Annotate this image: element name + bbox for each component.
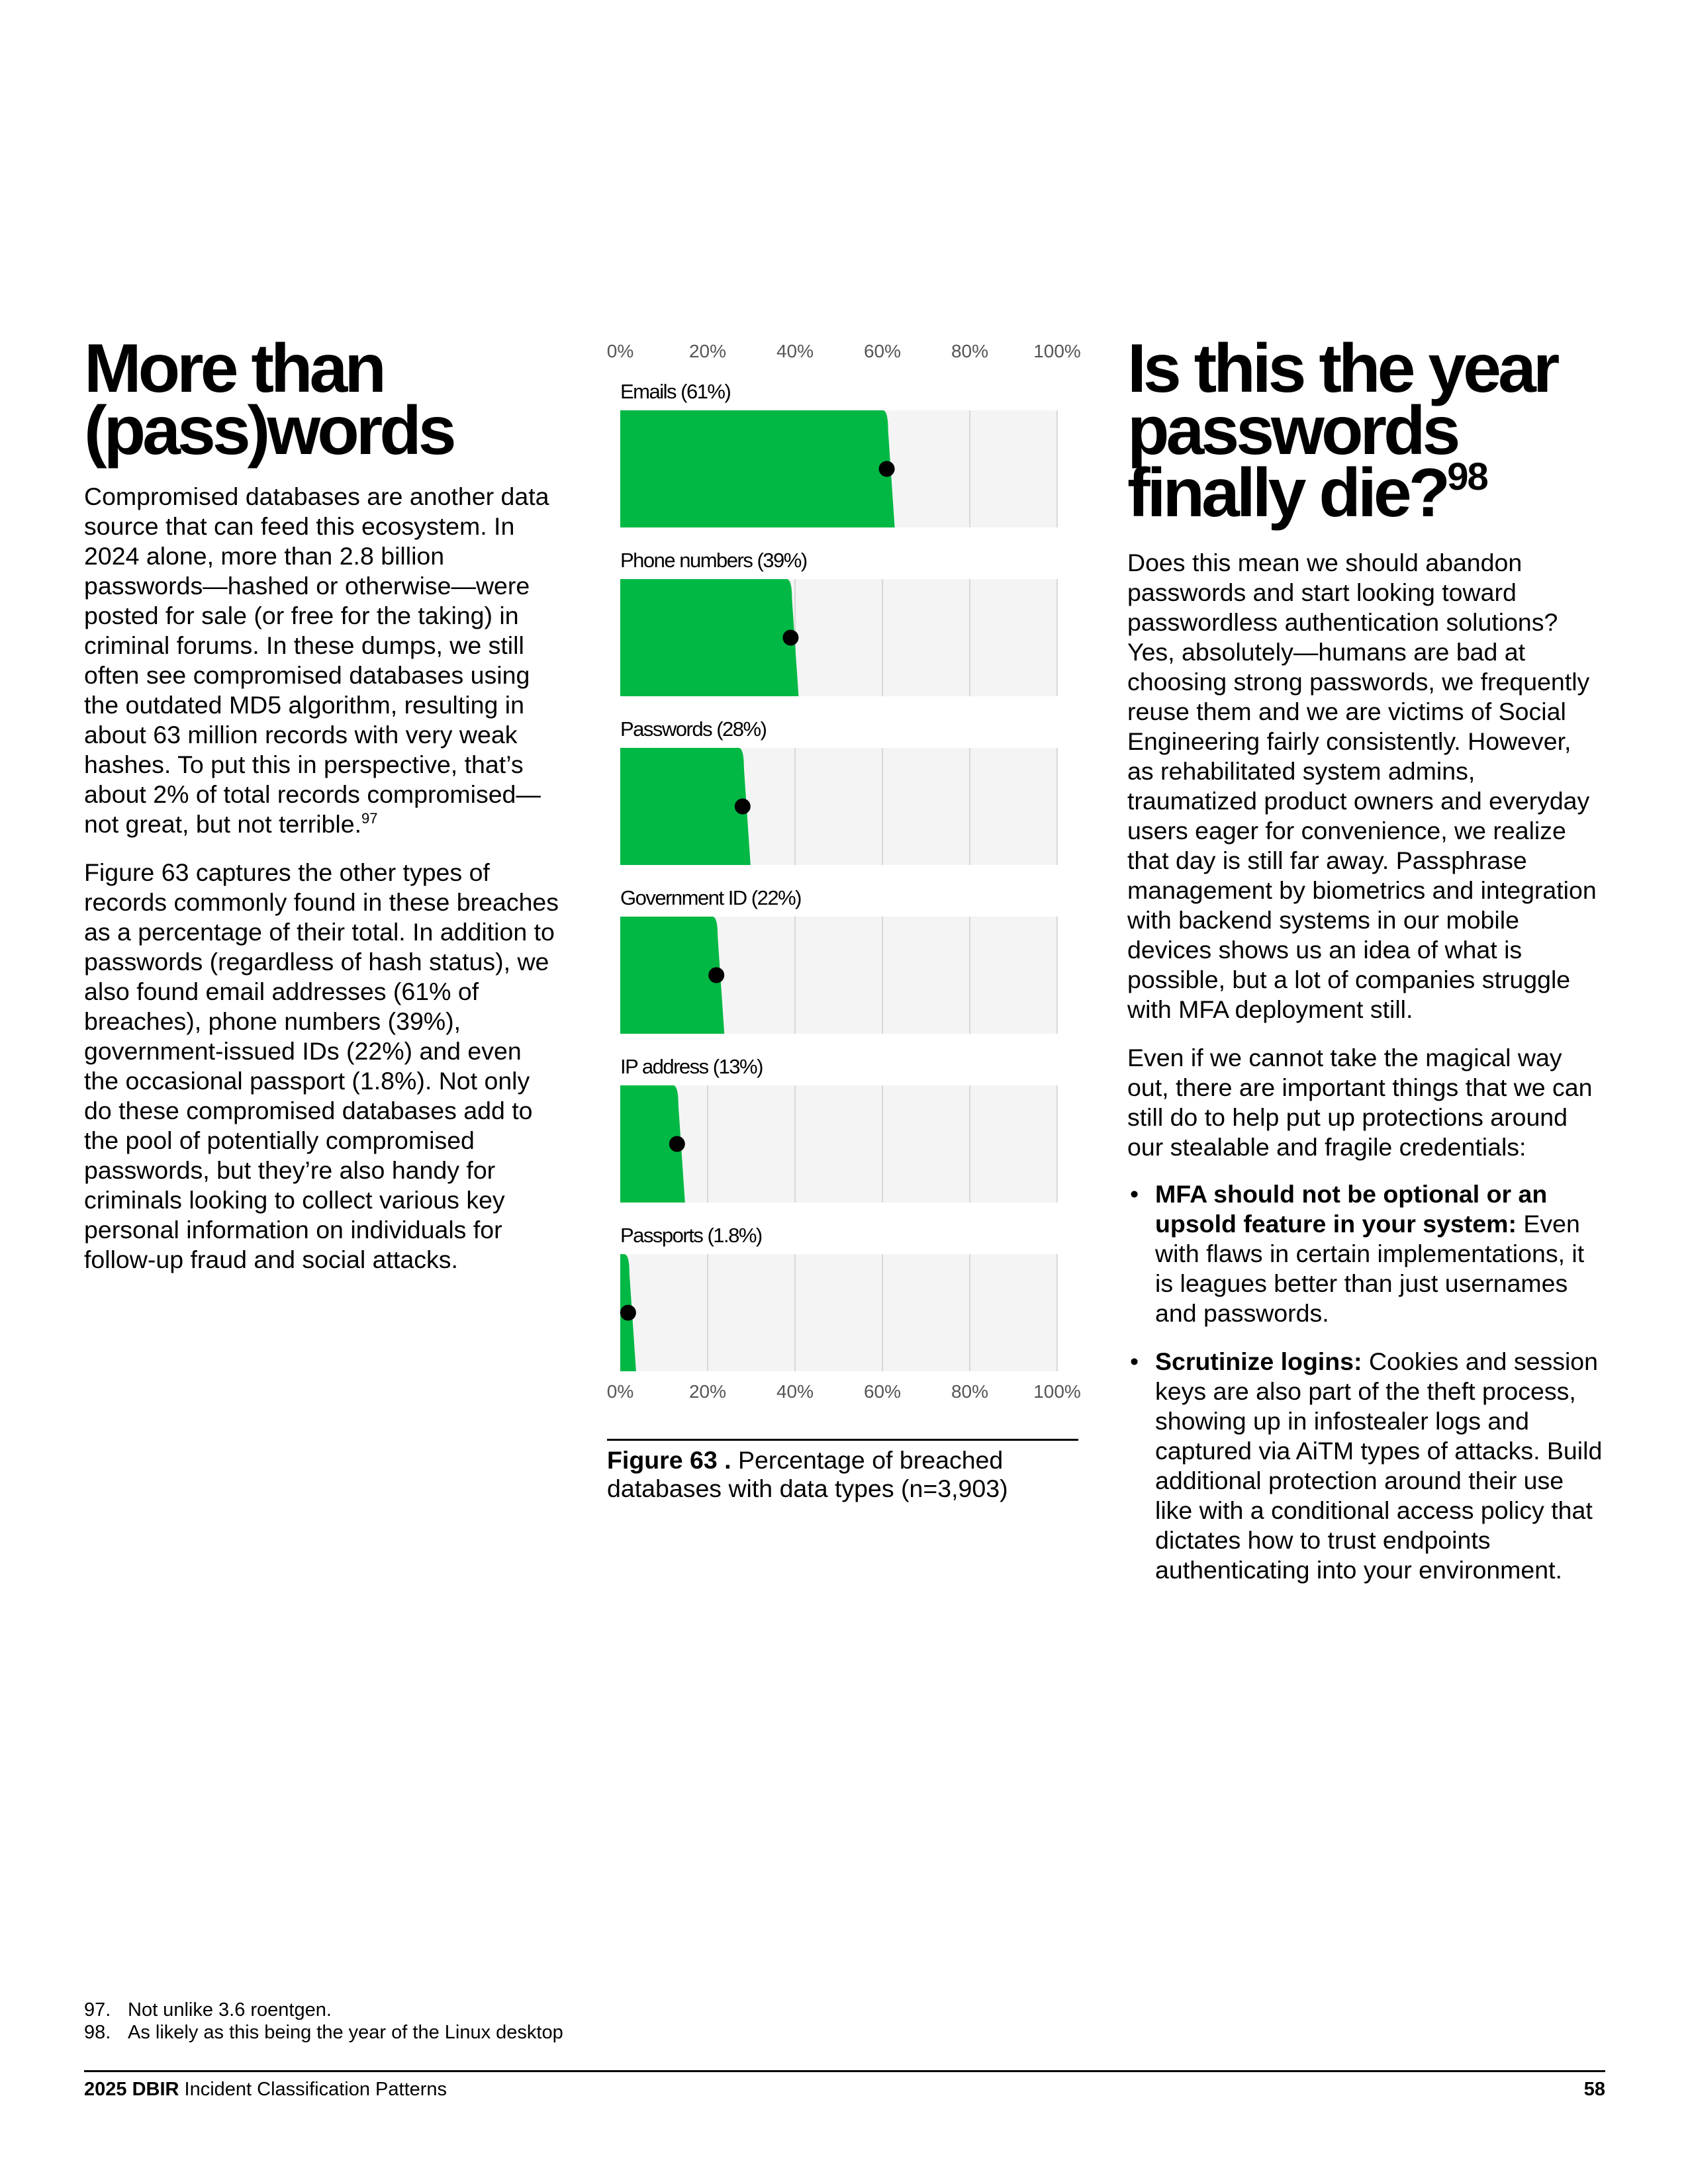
footnote — [84, 2021, 563, 2044]
report-section: Incident Classification Patterns — [179, 2079, 447, 2100]
x-tick-label: 60% — [863, 1381, 902, 1402]
category-label: Passports (1.8%) — [620, 1224, 762, 1247]
right-heading — [1127, 330, 1604, 531]
right-paragraph-1: Does this mean we should abandon passwords and start looking toward passwordless authentication solutions? Yes, absolutely—humans are bad at choosing strong passwords, we frequently reuse them and we are victims of Social Engineering fairly consistently. However, as rehabilitated system admins, traumatized product owners and everyday users eager for convenience, we realize that day is still far away. Passphrase management by biometrics and integration with backend systems in our mobile devices shows us an idea of what is possible, but a lot of companies struggle with MFA deployment still. — [1127, 549, 1597, 1023]
recommendation-title: Scrutinize logins: — [1155, 1347, 1362, 1375]
footnotes — [84, 1999, 563, 2044]
category-label: Passwords (28%) — [620, 717, 767, 741]
right-heading-line3: finally die? — [1127, 455, 1448, 531]
right-heading-line1: Is this the year — [1127, 330, 1557, 407]
value-dot — [620, 1305, 636, 1321]
left-heading-line1: More than — [84, 330, 383, 407]
right-heading-line2: passwords — [1127, 392, 1458, 469]
footnote-text: As likely as this being the year of the Linux desktop — [128, 2022, 563, 2043]
footnote-number: 98. — [84, 2022, 111, 2043]
recommendation-title: MFA should not be optional or an upsold feature in your system: — [1155, 1180, 1548, 1238]
footer-divider — [84, 2070, 1605, 2072]
x-tick-label: 100% — [1033, 341, 1081, 361]
recommendation-item — [1127, 1347, 1604, 1585]
footnote — [84, 1999, 563, 2021]
x-tick-label: 20% — [688, 341, 727, 361]
left-paragraph-2: Figure 63 captures the other types of records commonly found in these breaches as a percentage of their total. In addition to passwords (regardless of hash status), we also found email addresses (61% of breaches), phone numbers (39%), government-issued IDs (22%) and even the occasional passport (1.8%). Not only do these compromised databases add to the pool of potentially compromised passwords, but they’re also handy for criminals looking to collect various key personal information on individuals for follow-up fraud and social attacks. — [84, 858, 559, 1273]
x-tick-label: 80% — [951, 1381, 989, 1402]
x-tick-label: 40% — [776, 1381, 814, 1402]
value-dot — [879, 461, 895, 477]
x-tick-label: 0% — [606, 1381, 634, 1402]
recommendation-list — [1127, 1179, 1604, 1585]
x-tick-label: 0% — [606, 341, 634, 361]
right-column — [1127, 330, 1604, 1604]
page-number: 58 — [1583, 2079, 1605, 2100]
right-paragraph-2: Even if we cannot take the magical way out, there are important things that we can still do to help put up protections around our stealable and fragile credentials: — [1127, 1044, 1593, 1161]
left-paragraph-1-text: Compromised databases are another data source that can feed this ecosystem. In 2024 alone, more than 2.8 billion passwords—hashed or otherwise—were posted for sale (or free for the taking) in criminal forums. In these dumps, we still often see compromised databases using the outdated MD5 algorithm, resulting in about 63 million records with very weak hashes. To put this in perspective, that’s about 2% of total records compromised—not great, but not terrible. — [84, 482, 549, 838]
figure-caption-text: Percentage of breached databases with data types (n=3,903) — [607, 1446, 1008, 1502]
category-label: Emails (61%) — [620, 380, 731, 403]
figure-caption — [607, 1439, 1078, 1503]
bar-track — [620, 1085, 1057, 1203]
x-tick-label: 100% — [1033, 1381, 1081, 1402]
footnote-text: Not unlike 3.6 roentgen. — [128, 1999, 332, 2021]
figure-label: Figure 63 . — [607, 1446, 731, 1474]
bar — [620, 410, 895, 527]
page-footer — [84, 2078, 1605, 2101]
x-tick-label: 80% — [951, 341, 989, 361]
report-name: 2025 DBIR — [84, 2079, 179, 2100]
bar-track — [620, 1254, 1057, 1371]
recommendation-text: Even with flaws in certain implementations, it is leagues better than just usernames and passwords. — [1155, 1210, 1585, 1327]
left-heading-line2: (pass)words — [84, 392, 453, 469]
footnote-number: 97. — [84, 1999, 111, 2021]
footnote-ref-97: 97 — [361, 810, 378, 827]
x-tick-label: 60% — [863, 341, 902, 361]
value-dot — [669, 1136, 685, 1152]
x-tick-label: 40% — [776, 341, 814, 361]
category-label: Phone numbers (39%) — [620, 549, 807, 572]
recommendation-item — [1127, 1179, 1604, 1328]
category-label: Government ID (22%) — [620, 886, 801, 909]
x-tick-label: 20% — [688, 1381, 727, 1402]
footnote-ref-98: 98 — [1447, 455, 1487, 498]
recommendation-text: Cookies and session keys are also part of the theft process, showing up in infostealer logs and captured via AiTM types of attacks. Build additional protection around their use like with a conditional access policy that dictates how to trust endpoints authenticating into your environment. — [1155, 1347, 1603, 1584]
bar — [620, 579, 798, 696]
category-label: IP address (13%) — [620, 1055, 763, 1078]
value-dot — [735, 799, 751, 815]
report-title — [84, 2078, 447, 2101]
value-dot — [708, 968, 724, 983]
bar — [620, 748, 751, 865]
value-dot — [782, 630, 798, 646]
